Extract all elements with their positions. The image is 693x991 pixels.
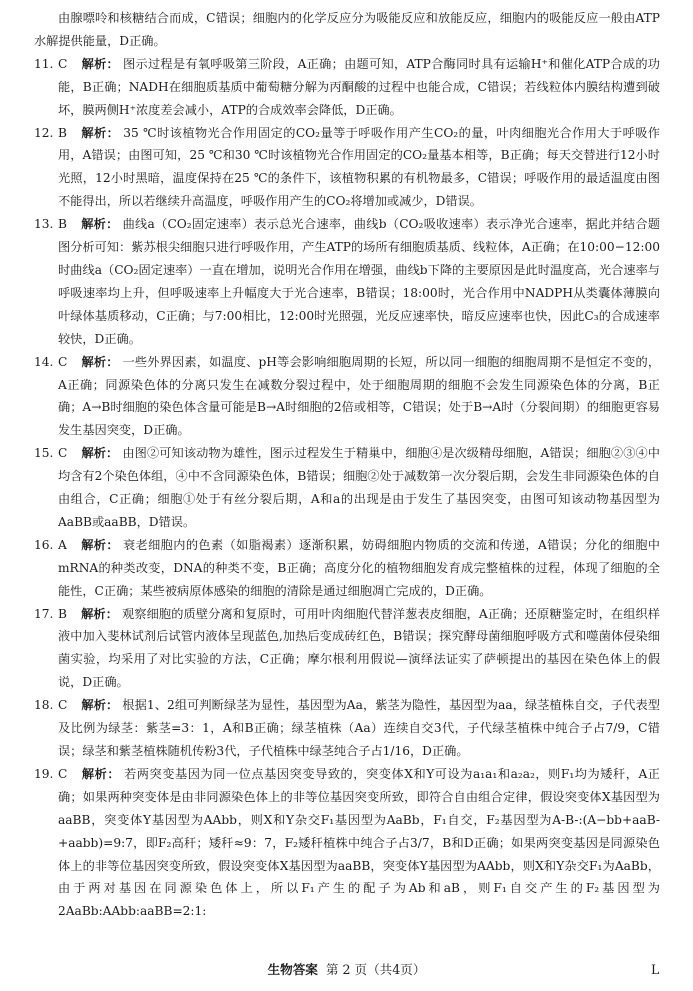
answer-letter: B [58,217,67,232]
analysis-label: 解析： [81,56,120,71]
analysis-text: 根据1、2组可判断绿茎为显性，基因型为Aa，紫茎为隐性，基因型为aa，绿茎植株自交，子代表型及比例为绿茎：紫茎=3：1，A和B正确；绿茎植株（Aa）连续自交3代，子代绿茎植株中纯合子占7/9，C错误；绿茎和紫茎植株随机传粉3代，子代植株中绿茎纯合子占1/16，D正确。 [58,698,661,758]
analysis-label: 解析： [81,766,121,781]
answer-item [34,351,660,443]
analysis-label: 解析： [80,606,119,621]
answer-text-block [58,534,660,603]
analysis-text: 衰老细胞内的色素（如脂褐素）逐渐积累，妨碍细胞内物质的交流和传递，A错误；分化的细胞中mRNA的种类改变，DNA的种类不变，B正确；高度分化的植物细胞发育成完整植株的过程，体现了细胞的全能性，C正确；某些被病原体感染的细胞的清除是通过细胞凋亡完成的，D正确。 [58,537,660,598]
question-number: 16. [34,537,54,552]
analysis-label: 解析： [80,217,119,232]
answer-text-block [58,442,660,534]
footer-page: 第 2 页（共4页） [325,962,426,977]
footer-code: L [651,962,660,977]
analysis-label: 解析： [81,698,119,713]
analysis-text: 观察细胞的质壁分离和复原时，可用叶肉细胞代替洋葱表皮细胞，A正确；还原糖鉴定时，在组织样液中加入斐林试剂后试管内液体呈现蓝色,加热后变成砖红色，B错误；探究酵母菌细胞呼吸方式和噬菌体侵染细菌实验，均采用了对比实验的方法，C正确；摩尔根利用假说—演绎法证实了萨顿提出的基因在染色体上的假说，D正确。 [58,606,660,690]
answer-item [34,694,660,763]
analysis-label: 解析： [80,537,119,552]
answer-letter: C [58,354,68,369]
answer-list [34,53,660,923]
analysis-text: 一些外界因素，如温度、pH等会影响细胞周期的长短，所以同一细胞的细胞周期不是恒定不变的，A正确；同源染色体的分离只发生在减数分裂过程中，处于细胞周期的细胞不会发生同源染色体的分离，B正确；A→B时细胞的染色体含量可能是B→A时细胞的2倍或相等，C错误；处于B→A时（分裂间期）的细胞更容易发生基因突变，D正确。 [58,354,661,438]
answer-letter: A [58,537,67,552]
analysis-text: 图示过程是有氧呼吸第三阶段，A正确；由题可知，ATP合酶同时具有运输H⁺和催化ATP合成的功能，B正确；NADH在细胞质基质中葡萄糖分解为丙酮酸的过程中也能合成，C错误；若线粒体内膜结构遭到破坏，膜两侧H⁺浓度差会减小，ATP的合成效率会降低，D正确。 [58,56,660,117]
question-number: 11. [34,56,54,71]
answer-letter: B [58,125,67,140]
answer-item [34,603,660,695]
answer-item [34,53,660,122]
continuation-paragraph: 由腺嘌呤和核糖结合而成，C错误；细胞内的化学反应分为吸能反应和放能反应，细胞内的吸能反应一般由ATP水解提供能量，D正确。 [34,11,660,48]
question-number: 18. [34,698,54,713]
answer-letter: C [58,56,68,71]
answer-text-block [58,763,660,923]
analysis-text: 35 ℃时该植物光合作用固定的CO₂量等于呼吸作用产生CO₂的量，叶肉细胞光合作用大于呼吸作用，A错误；由图可知，25 ℃和30 ℃时该植物光合作用固定的CO₂量基本相等，B正确；每天交替进行12小时光照，12小时黑暗，温度保持在25 ℃的条件下，该植物积累的有机物最多，C错误；呼吸作用的最适温度由图不能得出，所以若继续升高温度，呼吸作用产生的CO₂将增加或减少，D错误。 [58,125,660,209]
question-number: 15. [34,446,54,461]
answer-letter: B [58,606,67,621]
answer-text-block [58,694,660,763]
answer-content [34,7,660,923]
answer-text-block [58,351,660,443]
answer-item [34,213,660,350]
question-number: 14. [34,354,54,369]
answer-letter: C [58,446,68,461]
answer-item [34,534,660,603]
question-number: 12. [34,125,54,140]
question-number: 17. [34,606,54,621]
question-number: 19. [34,766,54,781]
analysis-label: 解析： [81,446,119,461]
analysis-text: 由图②可知该动物为雄性，图示过程发生于精巢中，细胞④是次级精母细胞，A错误；细胞②③④中均含有2个染色体组，④中不含同源染色体，B错误；细胞②处于减数第一次分裂后期，会发生非同源染色体的自由组合，C正确；细胞①处于有丝分裂后期，A和a的出现是由于发生了基因突变，由图可知该动物基因型为AaBB或aaBB，D错误。 [58,446,660,529]
question-number: 13. [34,217,54,232]
footer-subject: 生物答案 [267,962,318,977]
answer-text-block [58,122,660,214]
answer-text-block [58,603,660,695]
answer-text-block [58,213,660,350]
answer-item [34,763,660,923]
analysis-label: 解析： [80,125,120,140]
answer-item [34,122,660,214]
analysis-text: 若两突变基因为同一位点基因突变导致的，突变体X和Y可设为a₁a₁和a₂a₂，则F₁均为矮秆，A正确；如果两种突变体是由非同源染色体上的非等位基因突变所致，即符合自由组合定律，假设突变体X基因型为aaBB，突变体Y基因型为AAbb，则X和Y杂交F₁基因型为AaBb，F₁自交，F₂基因型为A-B-:(A−bb+aaB-+aabb)=9:7，即F₂高秆；矮秆≈9：7，F₂矮秆植株中纯合子占3/7，B和D正确；如果两突变基因是同源染色体上的非等位基因突变所致，假设突变体X基因型为aaBB，突变体Y基因型为AAbb，则X和Y杂交F₁为AaBb，由于两对基因在同源染色体上，所以F₁产生的配子为Ab和aB，则F₁自交产生的F₂基因型为2AaBb:AAbb:aaBB=2:1: [58,766,660,919]
analysis-text: 曲线a（CO₂固定速率）表示总光合速率，曲线b（CO₂吸收速率）表示净光合速率，据此并结合题图分析可知：紫苏根尖细胞只进行呼吸作用，产生ATP的场所有细胞质基质、线粒体，A正确；在10:00−12:00时曲线a（CO₂固定速率）一直在增加，说明光合作用在增强，曲线b下降的主要原因是此时温度高，光合速率与呼吸速率均上升，但呼吸速率上升幅度大于光合速率，B错误；18:00时，光合作用中NADPH从类囊体薄膜向叶绿体基质移动，C正确；与7:00相比，12:00时光照强，光反应速率快，暗反应速率也快，因此C₃的合成速率较快，D正确。 [58,217,660,346]
footer-center [0,958,693,982]
analysis-label: 解析： [81,354,119,369]
answer-letter: C [58,698,68,713]
answer-letter: C [58,766,68,781]
answer-text-block [58,53,660,122]
answer-item [34,442,660,534]
page-footer [0,958,693,982]
